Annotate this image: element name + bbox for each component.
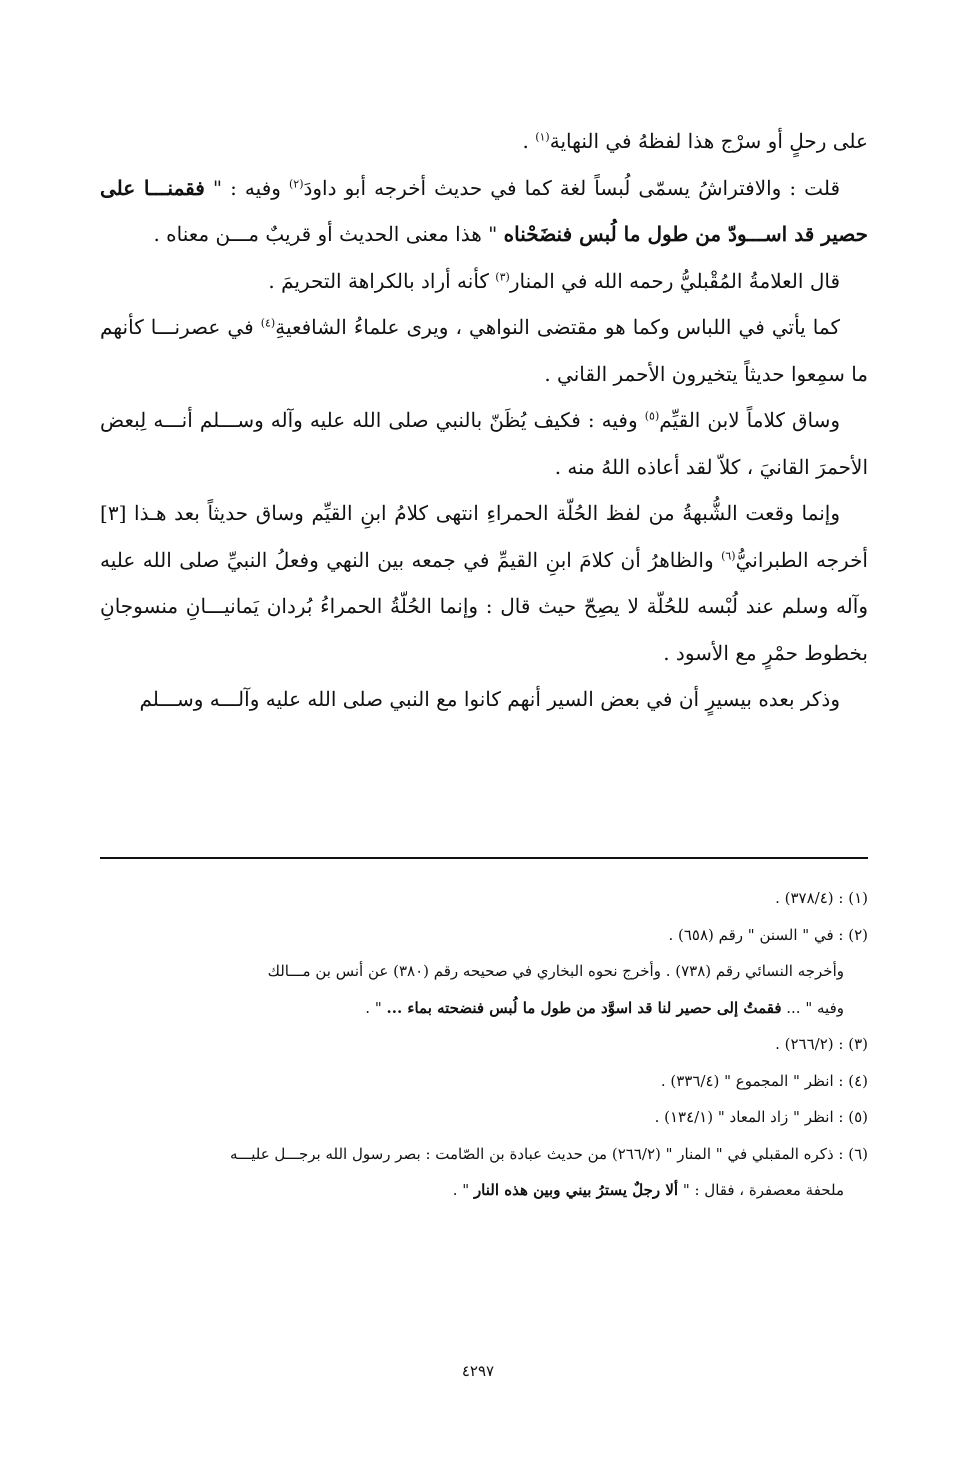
- page-number: ٤٢٩٧: [461, 1362, 495, 1380]
- footnote-6: (٦) : ذكره المقبلي في " المنار " (٢٦٦/٢) من حديث عبادة بن الصّامت : بصر رسول الله برجـــل عليـــه: [230, 1144, 868, 1163]
- footnote-2: (٢) : في " السنن " رقم (٦٥٨) .: [668, 925, 868, 944]
- footnote-ref-4[interactable]: (٤): [260, 316, 276, 330]
- paragraph-3: قال العلامةُ المُقْبليُّ رحمه الله في المنار$^{(٣)}$ كأنه أراد بالكراهة التحريمَ .: [268, 268, 840, 293]
- footnote-4: (٤) : انظر " المجموع " (٣٣٦/٤) .: [660, 1071, 868, 1090]
- footnote-5: (٥) : انظر " زاد المعاد " (١٣٤/١) .: [654, 1108, 868, 1126]
- footnote-2-quote: وفيه " ... فقمتُ إلى حصير لنا قد اسوَّد من طول ما لُبس فنضحته بماء ... " .: [365, 998, 844, 1017]
- footnote-ref-2[interactable]: (٢): [288, 176, 304, 190]
- main-text: [100, 118, 868, 723]
- paragraph-5: وساق كلاماً لابن القيِّم$^{(٥)}$ وفيه : فكيف يُظَنّ بالنبي صلى الله عليه وآله وســـلم أنـــه لِبعض الأحمرَ القانيَ ، كلاّ لقد أعاذه اللهُ منه .: [100, 408, 868, 479]
- footnote-2-continuation: وأخرجه النسائي رقم (٧٣٨) . وأخرج نحوه البخاري في صحيحه رقم (٣٨٠) عن أنس بن مـــالك: [267, 962, 844, 980]
- footnote-3: (٣) : (٢٦٦/٢) .: [775, 1035, 868, 1053]
- paragraph-1: على رحلٍ أو سرْج هذا لفظهُ في النهاية$^{(١)}$ .: [522, 129, 868, 153]
- footnote-ref-6[interactable]: (٦): [721, 548, 736, 562]
- paragraph-2: قلت : والافتراشُ يسمّى لُبساً لغة كما في حديث أخرجه أبو داودَ$^{(٢)}$ وفيه : " فقمنـــا على حصير قد اســـودّ من طول ما لُبس فنضَحْناه " هذا معنى الحديث أو قريبٌ مـــن معناه .: [100, 175, 868, 246]
- footnotes: [100, 880, 868, 1209]
- footnote-ref-1[interactable]: (١): [535, 130, 550, 144]
- hadith-quote: فقمنـــا على حصير قد اســـودّ من طول ما لُبس فنضَحْناه: [100, 175, 868, 246]
- footnote-ref-5[interactable]: (٥): [644, 409, 660, 423]
- paragraph-6: وإنما وقعت الشُّبهةُ من لفظ الحُلّة الحمراءِ انتهى كلامُ ابنِ القيِّم وساق حديثاً بعد هـذا [٣] أخرجه الطبرانيُّ$^{(٦)}$ والظاهرُ أن كلامَ ابنِ القيمِّ في جمعه بين النهي وفعلُ النبيِّ صلى الله عليه وآله وسلم عند لُبْسه للحُلّة لا يصِحّ حيث قال : وإنما الحُلّةُ الحمراءُ بُردان يَمانيـــانِ منسوجانِ بخطوط حمْرٍ مع الأسود .: [100, 501, 868, 665]
- paragraph-4: كما يأتي في اللباس وكما هو مقتضى النواهي ، ويرى علماءُ الشافعيةِ$^{(٤)}$ في عصرنـــا كأنهم ما سمِعوا حديثاً يتخيرون الأحمر القاني .: [100, 315, 868, 386]
- footnote-1: (١) : (٣٧٨/٤) .: [775, 889, 868, 907]
- footnote-ref-3[interactable]: (٣): [495, 269, 510, 283]
- footnote-divider: [100, 857, 868, 859]
- footnote-6-continuation: ملحفة معصفرة ، فقال : " ألا رجلٌ يسترُ بيني وبين هذه النار " .: [452, 1181, 844, 1199]
- paragraph-7: وذكر بعده بيسيرٍ أن في بعض السير أنهم كانوا مع النبي صلى الله عليه وآلـــه وســـلم: [139, 687, 840, 711]
